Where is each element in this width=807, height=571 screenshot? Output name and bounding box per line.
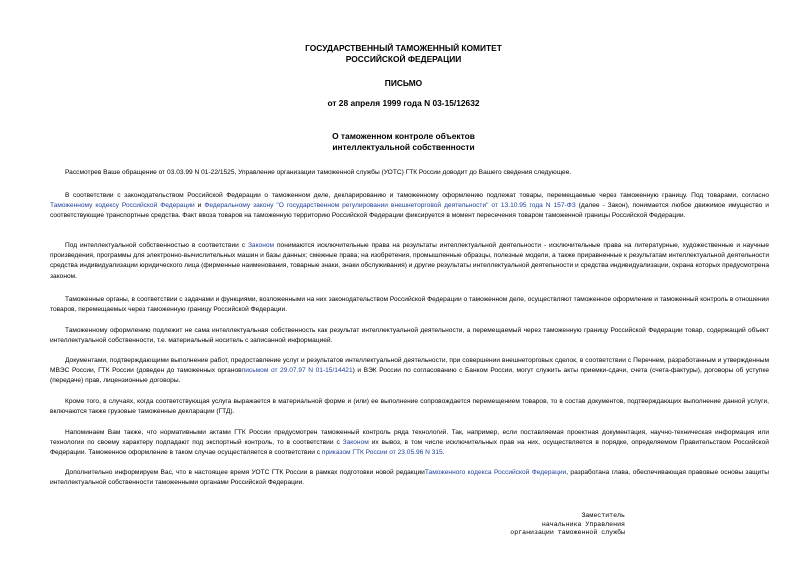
link-federal-law-157[interactable]: Федеральному закону "О государственном регулировании внешнеторговой деятельности" от 13.10.95 года N 157-ФЗ (204, 202, 576, 210)
doc-date: от 28 апреля 1999 года N 03-15/12632 (327, 98, 480, 108)
signature-line2: начальника Управления (541, 520, 625, 528)
paragraph-7: Кроме того, в случаях, когда соответствующая услуга выражается в материальной форме и (или) ее выполнение сопровождается перемещением товаров, то в состав документов, подтверждающих выполнение данной услуги, включаются также грузовые таможенные декларации (ГТД). (50, 398, 769, 416)
link-law[interactable]: Законом (247, 242, 275, 249)
subject-line2: интеллектуальной собственности (332, 141, 475, 152)
org-name-line1: ГОСУДАРСТВЕННЫЙ ТАМОЖЕННЫЙ КОМИТЕТ (305, 43, 502, 53)
link-customs-code-2[interactable]: Таможенного кодекса Российской Федерации (424, 469, 567, 476)
signature-line1: Заместитель (581, 512, 625, 519)
link-order-315[interactable]: приказом ГТК России от 23.05.96 N 315 (321, 449, 443, 457)
signature-line3: организации таможенной службы (510, 529, 625, 537)
subject-line1: О таможенном контроле объектов (332, 131, 475, 141)
link-customs-code[interactable]: Таможенному кодексу Российской Федерации (50, 202, 195, 210)
document-header (0, 43, 807, 64)
org-name-line2: РОССИЙСКОЙ ФЕДЕРАЦИИ (345, 53, 462, 64)
link-letter-14421[interactable]: письмом от 29.07.97 N 01-15/14421 (241, 367, 353, 375)
paragraph-6: Документами, подтверждающими выполнение работ, предоставление услуг и результатов интеллектуальной деятельности, при совершении внешнеторговых сделок, в соответствии с Перечнем, разработанным и утвержденным МВЭС России, ГТК России (доведен до таможенных органовписьмом от 29.07.97 N 01-15/14421) и ВЭК России по согласованию с Банком России, могут служить акты приемки-сдачи, счета (счета-фактуры), договоры об уступке (передаче) прав, лицензионные договоры. (50, 357, 769, 385)
paragraph-5: Таможенному оформлению подлежит не сама интеллектуальная собственность как результат интеллектуальной деятельности, а перемещаемый через таможенную границу Российской Федерации товар, содержащий объект интеллектуальной собственности, т.е. материальный носитель с записанной информацией. (50, 327, 769, 345)
paragraph-3: Под интеллектуальной собственностью в соответствии с Законом понимаются исключительные права на результаты интеллектуальной деятельности - исключительные права на литературные, художественные и научные произведения, программы для электронно-вычислительных машин и базы данных; смежные права; на изобретения, промышленные образцы, полезные модели, а также приравненные к результатам интеллектуальной деятельности средства индивидуализации юридического лица (фирменные наименования, товарные знаки, знаки обслуживания) и другие результаты интеллектуальной деятельности и средства индивидуализации, охрана которых предусмотрена законом. (50, 242, 769, 280)
link-law-2[interactable]: Законом (342, 439, 369, 447)
paragraph-4: Таможенные органы, в соответствии с задачами и функциями, возложенными на них законодательством Российской Федерации о таможенном деле, осуществляют таможенное оформление и таможенный контроль в отношении товаров, перемещаемых через таможенную границу Российской Федерации. (50, 296, 769, 314)
paragraph-9: Дополнительно информируем Вас, что в настоящее время УОТС ГТК России в рамках подготовки новой редакцииТаможенного кодекса Российской Федерации, разработана глава, обеспечивающая правовые основы защиты интеллектуальной собственности таможенными органами Российской Федерации. (50, 469, 769, 487)
paragraph-1: Рассмотрев Ваше обращение от 03.03.99 N 01-22/1525, Управление организации таможенной службы (УОТС) ГТК России доводит до Вашего сведения следующее. (65, 169, 572, 176)
doc-type: ПИСЬМО (384, 78, 423, 88)
doc-subject (0, 131, 807, 152)
signature-block (505, 512, 625, 538)
paragraph-8: Напоминаем Вам также, что нормативными актами ГТК России предусмотрен таможенный контроль ряда технологий. Так, например, если поставляемая проектная документация, научно-техническая информация или технологии по своему характеру подпадают под экспортный контроль, то в соответствии с Законом их вывоз, в том числе исключительных прав на них, осуществляется в порядке, определяемом Правительством Российской Федерации. Таможенное оформление в таком случае осуществляется в соответствии с приказом ГТК России от 23.05.96 N 315. (50, 429, 769, 457)
paragraph-2: В соответствии с законодательством Российской Федерации о таможенном деле, декларированию и таможенному оформлению подлежат товары, перемещаемые через таможенную границу. Под товарами, согласно Таможенному кодексу Российской Федерации и Федеральному закону "О государственном регулировании внешнеторговой деятельности" от 13.10.95 года N 157-ФЗ (далее - Закон), понимается любое движимое имущество и соответствующие транспортные средства. Факт ввоза товаров на таможенную территорию Российской Федерации фиксируется в момент пересечения товаром таможенной границы Российской Федерации. (50, 192, 769, 220)
